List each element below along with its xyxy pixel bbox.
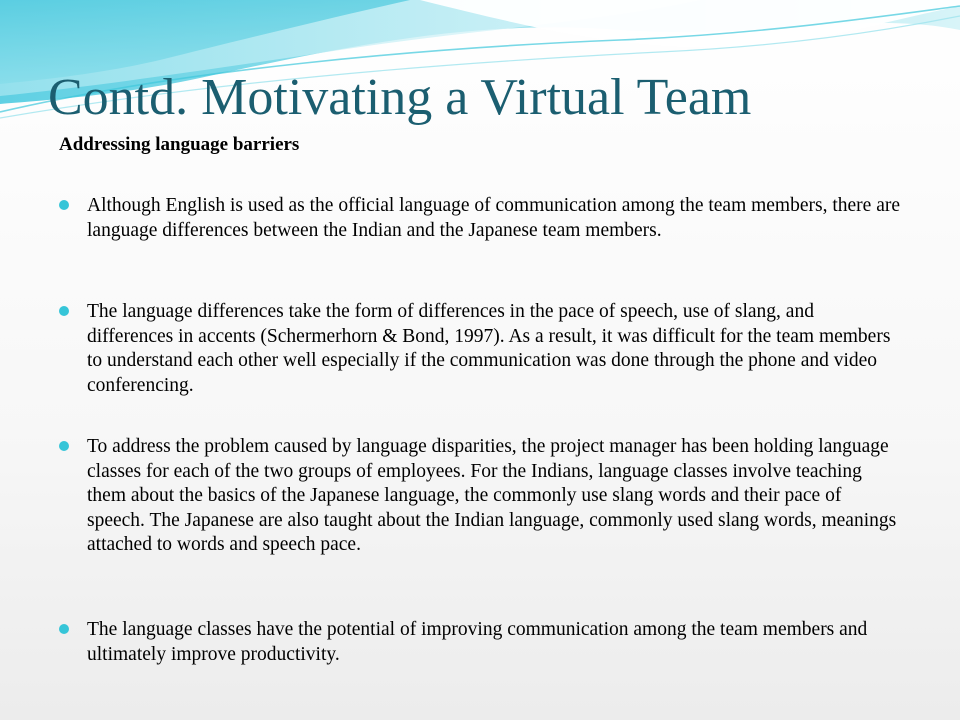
bullet-dot-icon (59, 624, 69, 634)
bullet-text: The language classes have the potential of improving communication among the team members and ultimately improve productivity. (87, 619, 868, 665)
bullet-item (59, 618, 904, 667)
bullet-text: The language differences take the form of differences in the pace of speech, use of slang, and differences in accents (Schermerhorn & Bond, 1997). As a result, it was difficult for the team members to understand each other well especially if the communication was done through the phone and video conferencing. (87, 301, 891, 396)
bullet-text: Although English is used as the official language of communication among the team members, there are language differences between the Indian and the Japanese team members. (87, 195, 900, 241)
section-heading: Addressing language barriers (59, 134, 300, 155)
bullet-text: To address the problem caused by language disparities, the project manager has been holding language classes for each of the two groups of employees. For the Indians, language classes involve teaching them about the basics of the Japanese language, the commonly use slang words and their pace of speech. The Japanese are also taught about the Indian language, commonly used slang words, meanings attached to words and speech pace. (87, 436, 897, 555)
bullet-item (59, 435, 904, 558)
slide-title: Contd. Motivating a Virtual Team (48, 69, 752, 126)
bullet-item (59, 300, 904, 398)
bullet-dot-icon (59, 441, 69, 451)
bullet-dot-icon (59, 306, 69, 316)
bullet-item (59, 194, 904, 243)
bullet-dot-icon (59, 200, 69, 210)
